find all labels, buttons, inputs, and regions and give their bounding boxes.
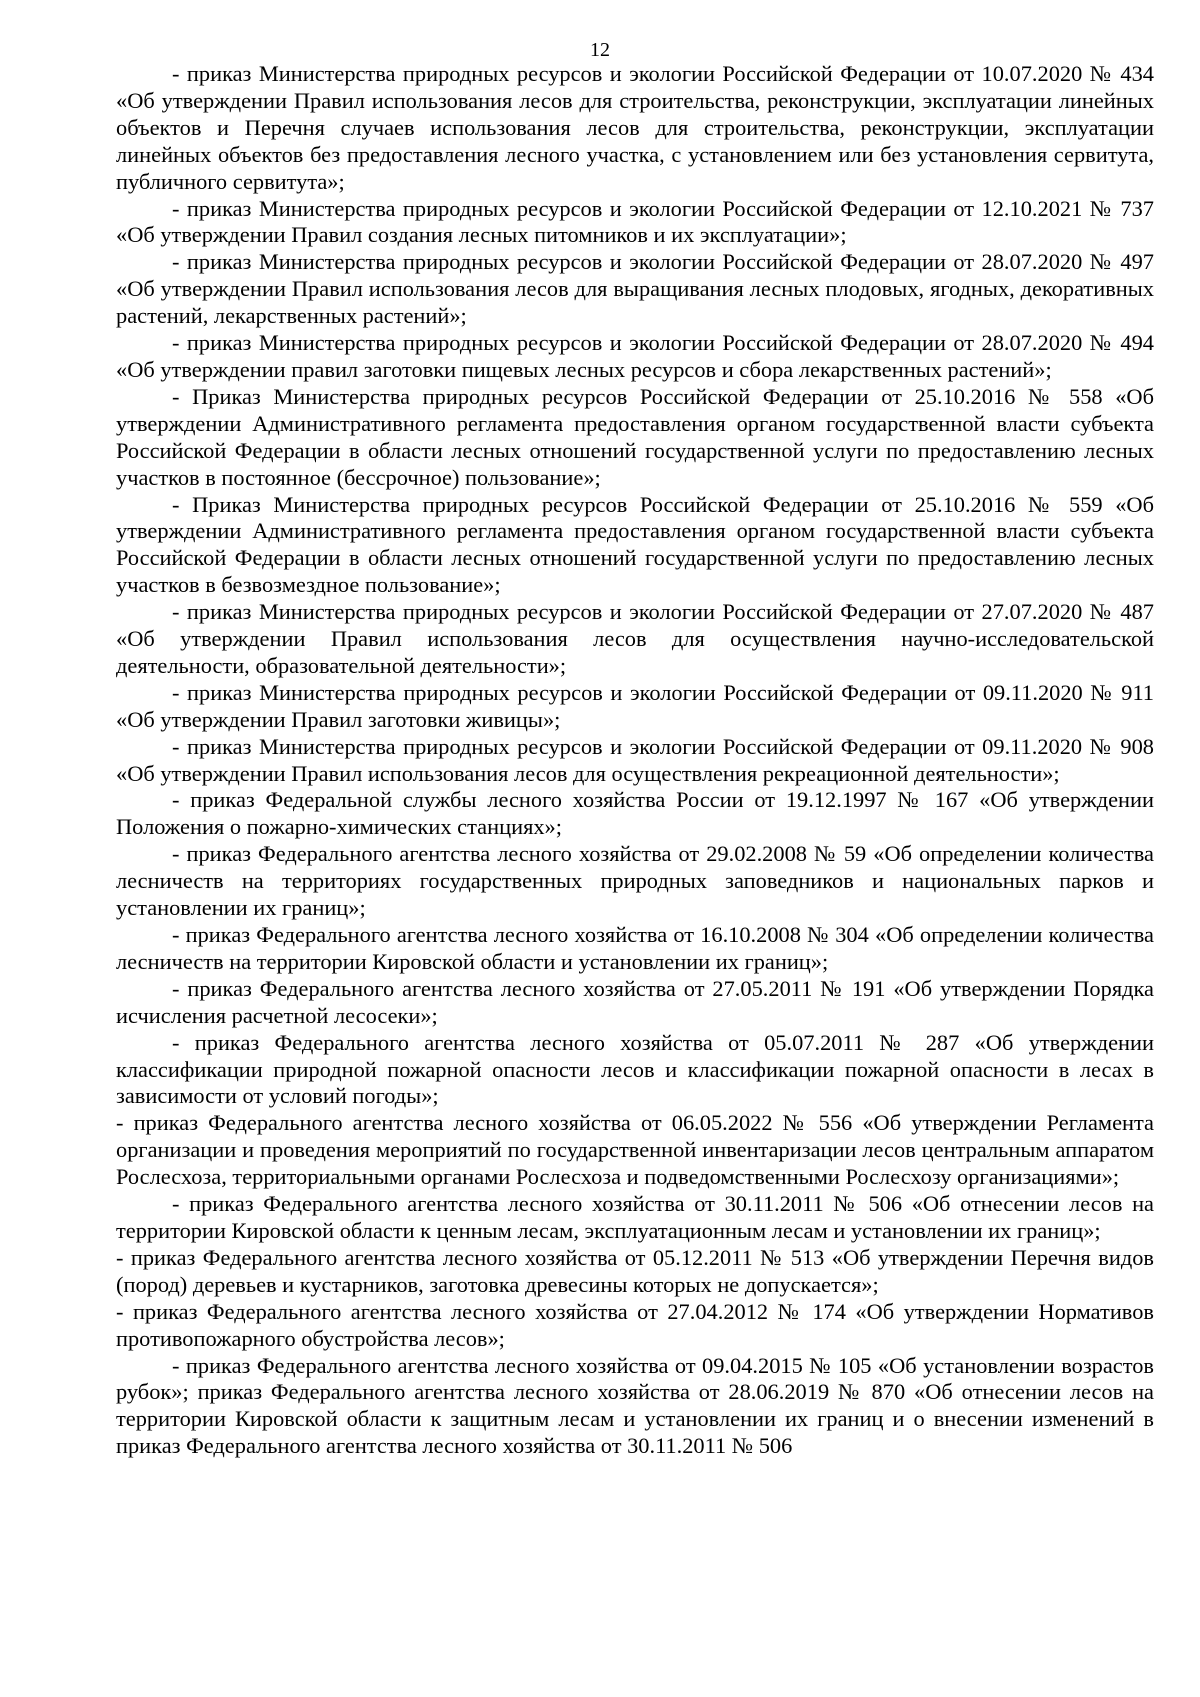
regulation-list-item: - приказ Федерального агентства лесного хозяйства от 27.04.2012 № 174 «Об утверждении Нормативов противопожарного обустройства лесов»; <box>116 1298 1154 1351</box>
regulation-list-item: - приказ Министерства природных ресурсов и экологии Российской Федерации от 09.11.2020 № 908 «Об утверждении Правил использования лесов для осуществления рекреационной деятельности»; <box>116 733 1154 786</box>
document-body <box>116 61 1154 1460</box>
regulation-list-item: - приказ Федерального агентства лесного хозяйства от 05.12.2011 № 513 «Об утверждении Перечня видов (пород) деревьев и кустарников, заготовка древесины которых не допускается»; <box>116 1244 1154 1297</box>
regulation-list-item: - приказ Федерального агентства лесного хозяйства от 06.05.2022 № 556 «Об утверждении Регламента организации и проведения мероприятий по государственной инвентаризации лесов центральным аппаратом Рослесхоза, территориальными органами Рослесхоза и подведомственными Рослесхозу организациями»; <box>116 1110 1154 1190</box>
regulation-list-item: - Приказ Министерства природных ресурсов Российской Федерации от 25.10.2016 № 559 «Об утверждении Административного регламента предоставления органом государственной власти субъекта Российской Федерации в области лесных отношений государственной услуги по предоставлению лесных участков в безвозмездное пользование»; <box>116 491 1154 598</box>
regulation-list-item: - приказ Федерального агентства лесного хозяйства от 29.02.2008 № 59 «Об определении количества лесничеств на территориях государственных природных заповедников и национальных парков и установлении их границ»; <box>116 841 1154 921</box>
regulation-list-item: - приказ Федерального агентства лесного хозяйства от 30.11.2011 № 506 «Об отнесении лесов на территории Кировской области к ценным лесам, эксплуатационным лесам и установлении их границ»; <box>116 1191 1154 1243</box>
regulation-list-item: - Приказ Министерства природных ресурсов Российской Федерации от 25.10.2016 № 558 «Об утверждении Административного регламента предоставления органом государственной власти субъекта Российской Федерации в области лесных отношений государственной услуги по предоставлению лесных участков в постоянное (бессрочное) пользование»; <box>116 383 1154 490</box>
regulation-list-item: - приказ Министерства природных ресурсов и экологии Российской Федерации от 28.07.2020 № 494 «Об утверждении правил заготовки пищевых лесных ресурсов и сбора лекарственных растений»; <box>116 330 1154 382</box>
regulation-list-item: - приказ Министерства природных ресурсов и экологии Российской Федерации от 27.07.2020 № 487 «Об утверждении Правил использования лесов для осуществления научно-исследовательской деятельности, образовательной деятельности»; <box>116 599 1154 678</box>
regulation-list-item: - приказ Министерства природных ресурсов и экологии Российской Федерации от 10.07.2020 № 434 «Об утверждении Правил использования лесов для строительства, реконструкции, эксплуатации линейных объектов и Перечня случаев использования лесов для строительства, реконструкции, эксплуатации линейных объектов без предоставления лесного участка, с установлением или без установления сервитута, публичного сервитута»; <box>116 61 1154 194</box>
regulation-list-item: - приказ Федерального агентства лесного хозяйства от 05.07.2011 № 287 «Об утверждении классификации природной пожарной опасности лесов и классификации пожарной опасности в лесах в зависимости от условий погоды»; <box>116 1029 1154 1109</box>
regulation-list-item: - приказ Федерального агентства лесного хозяйства от 27.05.2011 № 191 «Об утверждении Порядка исчисления расчетной лесосеки»; <box>116 975 1154 1028</box>
regulation-list-item: - приказ Федеральной службы лесного хозяйства России от 19.12.1997 № 167 «Об утверждении Положения о пожарно-химических станциях»; <box>116 787 1154 840</box>
regulation-list-item: - приказ Министерства природных ресурсов и экологии Российской Федерации от 12.10.2021 № 737 «Об утверждении Правил создания лесных питомников и их эксплуатации»; <box>116 195 1154 248</box>
page-number: 12 <box>590 39 610 61</box>
regulation-list-item: - приказ Министерства природных ресурсов и экологии Российской Федерации от 28.07.2020 № 497 «Об утверждении Правил использования лесов для выращивания лесных плодовых, ягодных, декоративных растений, лекарственных растений»; <box>116 249 1154 329</box>
regulation-list-item: - приказ Федерального агентства лесного хозяйства от 16.10.2008 № 304 «Об определении количества лесничеств на территории Кировской области и установлении их границ»; <box>116 922 1154 974</box>
regulation-list-item: - приказ Федерального агентства лесного хозяйства от 09.04.2015 № 105 «Об установлении возрастов рубок»; приказ Федерального агентства лесного хозяйства от 28.06.2019 № 870 «Об отнесении лесов на территории Кировской области к защитным лесам и установлении их границ и о внесении изменений в приказ Федерального агентства лесного хозяйства от 30.11.2011 № 506 <box>116 1352 1154 1459</box>
regulation-list-item: - приказ Министерства природных ресурсов и экологии Российской Федерации от 09.11.2020 № 911 «Об утверждении Правил заготовки живицы»; <box>116 679 1154 732</box>
